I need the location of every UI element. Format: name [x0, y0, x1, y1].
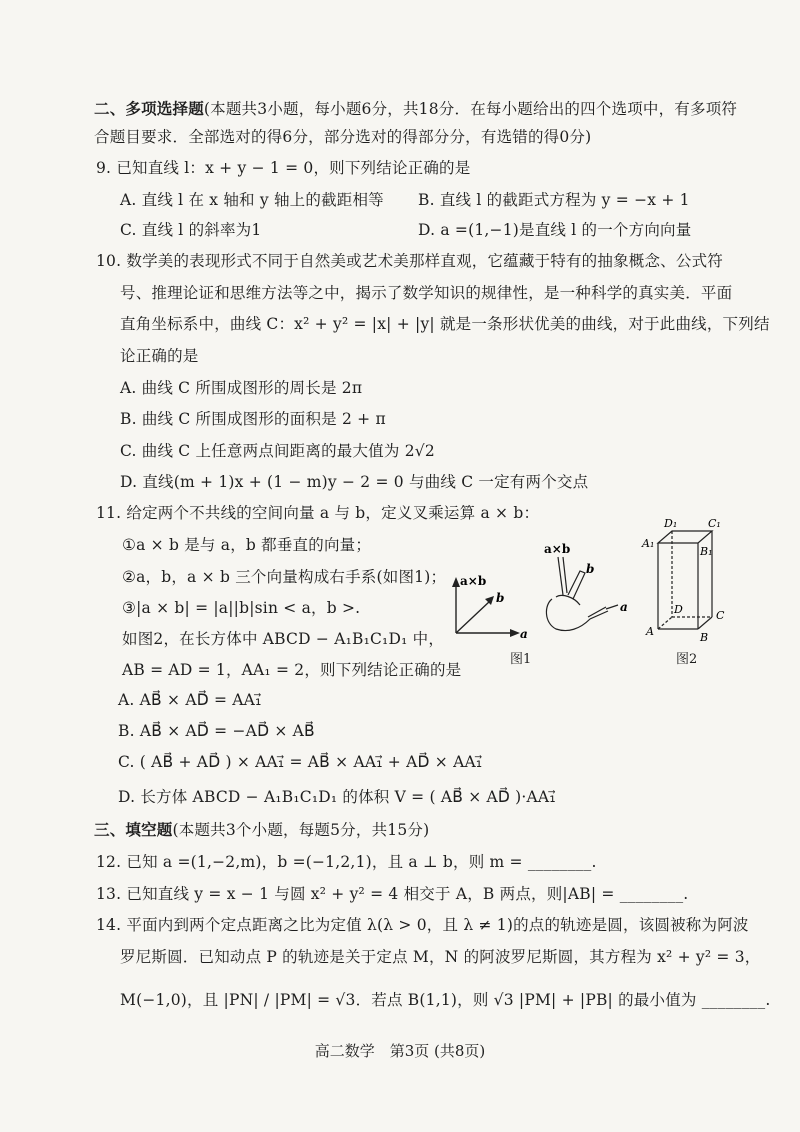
q14-line-3: M(−1,0)，且 |PN| / |PM| = √3．若点 B(1,1)，则 √3 |PM| + |PB| 的最小值为 ________.: [120, 991, 771, 1009]
vertex-c1: C₁: [708, 517, 721, 530]
fig1-hand-a-label: a: [620, 600, 628, 614]
figure-1: [440, 535, 630, 650]
q10-stem-2: 号、推理论证和思维方法等之中，揭示了数学知识的规律性，是一种科学的真实美．平面: [120, 284, 733, 302]
q11-given-2: AB = AD = 1，AA₁ = 2，则下列结论正确的是: [122, 661, 462, 679]
q10-stem-4: 论正确的是: [120, 347, 199, 365]
vertex-c: C: [716, 609, 725, 622]
q11-option-b: B. AB⃗ × AD⃗ = −AD⃗ × AB⃗: [118, 722, 315, 740]
q9-stem: 9. 已知直线 l：x + y − 1 = 0，则下列结论正确的是: [96, 159, 471, 177]
section2-header: 二、多项选择题: [94, 99, 204, 118]
section3-header: 三、填空题: [94, 820, 173, 839]
vertex-b1: B₁: [700, 545, 713, 558]
q10-option-a: A. 曲线 C 所围成图形的周长是 2π: [120, 379, 363, 397]
q11-def-2: ②a，b，a × b 三个向量构成右手系(如图1)；: [122, 568, 447, 586]
figure-2-caption: 图2: [676, 652, 698, 667]
q10-option-d: D. 直线(m + 1)x + (1 − m)y − 2 = 0 与曲线 C 一定有两个交点: [120, 473, 589, 491]
q9-option-d: D. a =(1,−1)是直线 l 的一个方向向量: [418, 221, 692, 239]
figure-1-caption: 图1: [510, 652, 532, 667]
vertex-d1: D₁: [664, 517, 678, 530]
section2-desc2: 合题目要求．全部选对的得6分，部分选对的得部分分，有选错的得0分): [94, 128, 592, 146]
q12-text: 12. 已知 a =(1,−2,m)，b =(−1,2,1)，且 a ⊥ b，则 m = ________.: [96, 853, 597, 871]
figure-2: [640, 515, 730, 645]
q14-line-2: 罗尼斯圆．已知动点 P 的轨迹是关于定点 M，N 的阿波罗尼斯圆，其方程为 x² + y² = 3，: [120, 948, 761, 966]
fig1-axis-b-label: b: [496, 591, 505, 605]
axb-arrowhead: [452, 577, 460, 587]
q11-def-3: ③|a × b| = |a||b|sin < a，b >.: [122, 599, 361, 617]
q9-option-b: B. 直线 l 的截距式方程为 y = −x + 1: [418, 191, 690, 209]
vertex-b: B: [700, 631, 709, 644]
section2-desc1: (本题共3小题，每小题6分，共18分．在每小题给出的四个选项中，有多项符: [203, 100, 738, 118]
q10-stem-1: 10. 数学美的表现形式不同于自然美或艺术美那样直观，它蕴藏于特有的抽象概念、公式符: [96, 252, 723, 270]
q9-option-c: C. 直线 l 的斜率为1: [120, 221, 262, 239]
fig1-hand-axb-label: a×b: [544, 542, 571, 556]
q11-def-1: ①a × b 是与 a，b 都垂直的向量；: [122, 536, 372, 554]
vertex-a1: A₁: [642, 537, 655, 550]
q14-line-1: 14. 平面内到两个定点距离之比为定值 λ(λ > 0，且 λ ≠ 1)的点的轨迹是圆，该圆被称为阿波: [96, 916, 749, 934]
section3-line: [94, 820, 429, 840]
section3-desc: (本题共3个小题，每题5分，共15分): [172, 821, 430, 839]
q10-stem-3: 直角坐标系中，曲线 C：x² + y² = |x| + |y| 就是一条形状优美的曲线，对于此曲线，下列结: [120, 315, 770, 333]
q11-stem: 11. 给定两个不共线的空间向量 a 与 b，定义叉乘运算 a × b：: [96, 504, 540, 522]
q11-option-c: C. ( AB⃗ + AD⃗ ) × AA₁⃗ = AB⃗ × AA₁⃗ + AD⃗ × AA₁⃗: [118, 753, 483, 771]
q13-text: 13. 已知直线 y = x − 1 与圆 x² + y² = 4 相交于 A，B 两点，则|AB| = ________.: [96, 885, 689, 903]
q11-option-a: A. AB⃗ × AD⃗ = AA₁⃗: [118, 691, 262, 709]
right-hand-icon: [546, 557, 618, 631]
fig1-axis-a-label: a: [520, 627, 528, 641]
q11-option-d: D. 长方体 ABCD − A₁B₁C₁D₁ 的体积 V = ( AB⃗ × AD⃗ )·AA₁⃗: [118, 788, 556, 806]
q11-given-1: 如图2，在长方体中 ABCD − A₁B₁C₁D₁ 中，: [122, 630, 445, 648]
fig1-axis-axb-label: a×b: [460, 574, 487, 588]
vertex-d: D: [674, 603, 683, 616]
b-axis-arrow: [456, 601, 490, 633]
q10-option-c: C. 曲线 C 上任意两点间距离的最大值为 2√2: [120, 442, 435, 460]
fig1-hand-b-label: b: [586, 562, 595, 576]
section2-line1: [94, 99, 737, 119]
q10-option-b: B. 曲线 C 所围成图形的面积是 2 + π: [120, 410, 386, 428]
a-arrowhead: [510, 629, 520, 637]
page-footer: 高二数学 第3页 (共8页): [314, 1042, 486, 1060]
q9-option-a: A. 直线 l 在 x 轴和 y 轴上的截距相等: [120, 191, 384, 209]
vertex-a: A: [646, 625, 654, 638]
